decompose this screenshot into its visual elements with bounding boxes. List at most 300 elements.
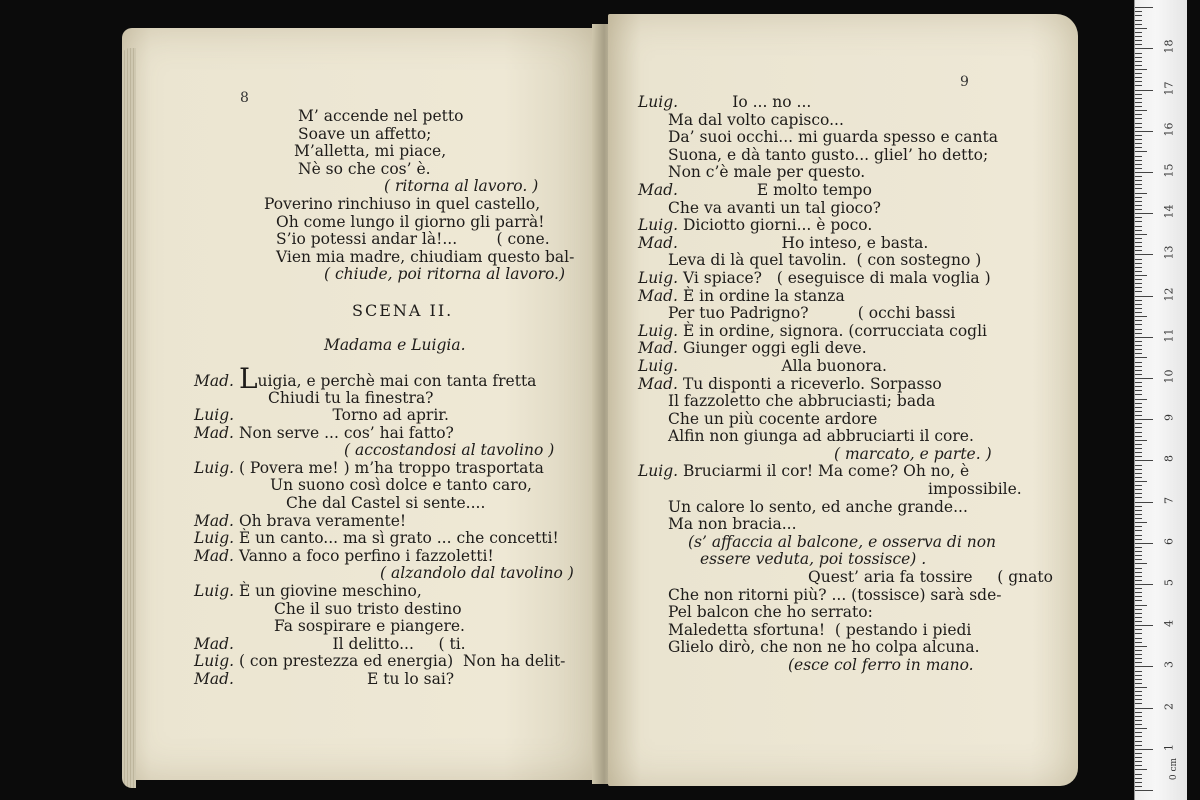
text-line — [234, 196, 594, 214]
text-line — [194, 634, 594, 654]
text-line — [638, 446, 1068, 464]
ruler-tick — [1135, 407, 1142, 408]
ruler-tick — [1135, 646, 1147, 647]
ruler-tick — [1135, 691, 1142, 692]
line-text: Oh brava veramente! — [238, 511, 407, 530]
speaker-label: Luig. — [638, 321, 679, 340]
line-text: SCENA II. — [352, 300, 454, 320]
line-text: ( chiude, poi ritorna al lavoro.) — [324, 265, 566, 284]
ruler-tick — [1135, 427, 1142, 428]
ruler-tick — [1135, 139, 1142, 140]
ruler-tick — [1135, 559, 1142, 560]
left-page — [122, 28, 600, 780]
speaker-label: Luig. — [194, 582, 235, 601]
ruler-tick — [1135, 761, 1142, 762]
ruler-tick — [1135, 312, 1142, 313]
text-line — [234, 284, 594, 302]
line-text: Poverino rinchiuso in quel castello, — [264, 194, 541, 213]
text-line — [638, 587, 1068, 605]
text-line — [234, 214, 594, 232]
text-line — [638, 129, 1068, 147]
ruler-tick — [1135, 151, 1147, 152]
line-text: Chiudi tu la finestra? — [268, 388, 434, 407]
text-line — [234, 337, 594, 355]
ruler-tick — [1135, 106, 1142, 107]
left-page-text — [194, 107, 594, 689]
ruler-tick — [1135, 452, 1142, 453]
ruler-tick — [1135, 605, 1147, 606]
text-line — [638, 463, 1068, 481]
ruler-tick — [1135, 456, 1142, 457]
ruler-tick — [1135, 48, 1153, 49]
speaker-label: Mad. — [194, 670, 234, 688]
ruler-tick — [1135, 757, 1142, 758]
ruler-tick — [1135, 275, 1147, 276]
ruler-tick — [1135, 613, 1142, 614]
line-text: Io ... no ... — [682, 93, 812, 111]
line-text: Madama e Luigia. — [324, 335, 466, 354]
text-line — [234, 601, 594, 619]
ruler-tick — [1135, 234, 1147, 235]
line-text: Vi spiace? ( eseguisce di mala voglia ) — [682, 268, 991, 287]
text-line — [638, 657, 1068, 675]
line-text: Vanno a foco perfino i fazzoletti! — [238, 546, 494, 565]
speaker-label: Mad. — [194, 423, 234, 442]
speaker-label: Luig. — [194, 458, 235, 477]
ruler-tick — [1135, 213, 1153, 214]
text-line — [638, 358, 1068, 376]
speaker-label: Mad. — [638, 374, 678, 393]
ruler-tick — [1135, 724, 1142, 725]
ruler-tick — [1135, 695, 1142, 696]
ruler-tick — [1135, 271, 1142, 272]
ruler-tick — [1135, 765, 1142, 766]
ruler-tick — [1135, 576, 1142, 577]
text-line — [194, 546, 594, 566]
ruler-tick — [1135, 283, 1142, 284]
speaker-label: Luig. — [638, 268, 679, 287]
ruler-tick — [1135, 118, 1142, 119]
text-line — [638, 94, 1068, 112]
ruler-tick — [1135, 399, 1147, 400]
ruler-tick — [1135, 617, 1142, 618]
text-line — [194, 529, 594, 548]
text-line — [194, 511, 594, 531]
ruler-tick — [1135, 469, 1142, 470]
text-line — [234, 302, 594, 320]
text-line — [234, 354, 594, 372]
line-text: Giunger oggi egli deve. — [682, 339, 867, 358]
ruler-tick — [1135, 419, 1153, 420]
ruler-tick — [1135, 675, 1142, 676]
ruler-tick — [1135, 201, 1142, 202]
ruler-tick — [1135, 73, 1142, 74]
text-line — [234, 249, 594, 267]
text-line — [194, 582, 594, 601]
ruler-label: 4 — [1162, 620, 1176, 628]
ruler-tick — [1135, 769, 1147, 770]
ruler-tick — [1135, 11, 1142, 12]
ruler-tick — [1135, 625, 1153, 626]
ruler-tick — [1135, 65, 1142, 66]
speaker-label: Luig. — [194, 529, 235, 548]
line-text: Che il suo tristo destino — [274, 599, 462, 618]
ruler-tick — [1135, 77, 1142, 78]
ruler-tick — [1135, 502, 1153, 503]
ruler-tick — [1135, 683, 1142, 684]
ruler-label: 2 — [1162, 702, 1176, 710]
ruler-tick — [1135, 382, 1142, 383]
ruler-tick — [1135, 24, 1142, 25]
text-line — [194, 652, 594, 671]
line-text: Alla buonora. — [682, 356, 887, 375]
ruler-tick — [1135, 90, 1153, 91]
text-line — [638, 164, 1068, 182]
text-line — [638, 305, 1068, 323]
ruler-tick — [1135, 778, 1142, 779]
ruler-tick — [1135, 44, 1142, 45]
ruler-tick — [1135, 551, 1142, 552]
ruler-tick — [1135, 259, 1142, 260]
ruler-tick — [1135, 221, 1142, 222]
ruler-tick — [1135, 514, 1142, 515]
ruler-tick — [1135, 94, 1142, 95]
ruler-tick — [1135, 621, 1142, 622]
ruler-tick — [1135, 633, 1142, 634]
ruler-label: 8 — [1162, 455, 1176, 463]
ruler-tick — [1135, 316, 1147, 317]
ruler-tick — [1135, 366, 1142, 367]
ruler-tick — [1135, 205, 1142, 206]
line-text: Che va avanti un tal gioco? — [668, 198, 881, 217]
line-text: Luigia, e perchè mai con tanta fretta — [238, 361, 537, 395]
measuring-ruler — [1134, 0, 1187, 800]
ruler-tick — [1135, 423, 1142, 424]
speaker-label: Mad. — [194, 371, 234, 390]
ruler-label: 10 — [1162, 369, 1176, 384]
line-text: (s’ affaccia al balcone, e osserva di non — [688, 532, 997, 551]
ruler-tick — [1135, 357, 1147, 358]
line-text: impossibile. — [928, 480, 1022, 499]
line-text: Suona, e dà tanto gusto... gliel’ ho detto; — [668, 145, 989, 164]
line-text: Fa sospirare e piangere. — [274, 617, 465, 636]
text-line — [194, 670, 594, 689]
text-line — [638, 217, 1068, 235]
speaker-label: Mad. — [638, 180, 678, 199]
ruler-tick — [1135, 753, 1142, 754]
text-line — [234, 108, 594, 126]
line-text: È in ordine la stanza — [682, 286, 845, 305]
ruler-label: 1 — [1162, 743, 1176, 751]
ruler-tick — [1135, 568, 1142, 569]
ruler-tick — [1135, 650, 1142, 651]
text-line — [638, 639, 1068, 657]
ruler-tick — [1135, 609, 1142, 610]
speaker-label: Luig. — [194, 652, 235, 671]
ruler-tick — [1135, 230, 1142, 231]
ruler-tick — [1135, 333, 1142, 334]
text-line — [234, 178, 594, 196]
line-text: Il delitto... ( ti. — [238, 634, 466, 653]
line-text: Alfin non giunga ad abbruciarti il core. — [668, 427, 974, 446]
ruler-tick — [1135, 254, 1153, 255]
text-line — [638, 604, 1068, 622]
ruler-tick — [1135, 489, 1142, 490]
ruler-tick — [1135, 658, 1142, 659]
ruler-tick — [1135, 287, 1142, 288]
text-line — [638, 428, 1068, 446]
ruler-tick — [1135, 666, 1153, 667]
line-text: Torno ad aprir. — [238, 406, 449, 425]
line-text: (esce col ferro in mano. — [788, 656, 974, 674]
speaker-label: Luig. — [638, 93, 679, 111]
ruler-tick — [1135, 535, 1142, 536]
ruler-tick — [1135, 588, 1142, 589]
ruler-tick — [1135, 749, 1153, 750]
ruler-tick — [1135, 596, 1142, 597]
page-number-right: 9 — [960, 74, 969, 90]
line-text: E tu lo sai? — [238, 670, 455, 688]
ruler-tick — [1135, 390, 1142, 391]
ruler-tick — [1135, 539, 1142, 540]
ruler-tick — [1135, 506, 1142, 507]
ruler-tick — [1135, 345, 1142, 346]
text-line — [234, 565, 594, 583]
ruler-tick — [1135, 699, 1142, 700]
ruler-tick — [1135, 7, 1153, 8]
ruler-label: 17 — [1162, 81, 1176, 96]
ruler-tick — [1135, 123, 1142, 124]
ruler-label: 12 — [1162, 287, 1176, 302]
text-line — [638, 569, 1068, 587]
ruler-tick — [1135, 584, 1153, 585]
speaker-label: Luig. — [638, 216, 679, 235]
ruler-tick — [1135, 485, 1142, 486]
ruler-tick — [1135, 341, 1142, 342]
ruler-tick — [1135, 304, 1142, 305]
ruler-tick — [1135, 353, 1142, 354]
ruler-tick — [1135, 250, 1142, 251]
text-line — [638, 340, 1068, 358]
text-line — [638, 112, 1068, 130]
text-line — [234, 161, 594, 179]
page-number-left: 8 — [240, 90, 249, 106]
text-line — [234, 143, 594, 161]
ruler-tick — [1135, 209, 1142, 210]
ruler-tick — [1135, 160, 1142, 161]
text-line — [638, 235, 1068, 253]
line-text: Glielo dirò, che non ne ho colpa alcuna. — [668, 638, 980, 657]
ruler-tick — [1135, 193, 1147, 194]
line-text: Nè so che cos’ è. — [298, 159, 431, 178]
line-text: Quest’ aria fa tossire ( gnato — [808, 568, 1053, 587]
text-line — [234, 266, 594, 284]
ruler-tick — [1135, 708, 1153, 709]
text-line — [234, 390, 594, 408]
text-line — [638, 534, 1068, 552]
ruler-tick — [1135, 267, 1142, 268]
line-text: Soave un affetto; — [298, 124, 432, 143]
speaker-label: Mad. — [638, 233, 678, 252]
line-text: Pel balcon che ho serrato: — [668, 603, 873, 622]
text-line — [638, 411, 1068, 429]
line-text: Un calore lo sento, ed anche grande... — [668, 497, 968, 516]
ruler-tick — [1135, 394, 1142, 395]
ruler-tick — [1135, 85, 1142, 86]
ruler-tick — [1135, 671, 1142, 672]
ruler-label: 9 — [1162, 414, 1176, 422]
right-page-text — [638, 94, 1068, 675]
text-line — [234, 231, 594, 249]
ruler-tick — [1135, 36, 1142, 37]
ruler-tick — [1135, 127, 1142, 128]
speaker-label: Mad. — [194, 634, 234, 653]
ruler-tick — [1135, 102, 1142, 103]
ruler-tick — [1135, 679, 1142, 680]
line-text: ( con prestezza ed energia) Non ha delit- — [238, 652, 566, 671]
ruler-tick — [1135, 547, 1142, 548]
ruler-tick — [1135, 460, 1153, 461]
ruler-tick — [1135, 712, 1142, 713]
ruler-tick — [1135, 362, 1142, 363]
ruler-label: 6 — [1162, 537, 1176, 545]
text-line — [234, 442, 594, 460]
text-line — [638, 393, 1068, 411]
text-line — [234, 477, 594, 495]
text-line — [638, 147, 1068, 165]
ruler-tick — [1135, 279, 1142, 280]
ruler-tick — [1135, 28, 1147, 29]
line-text: Che un più cocente ardore — [668, 409, 878, 428]
ruler-label: 15 — [1162, 163, 1176, 178]
ruler-tick — [1135, 572, 1142, 573]
ruler-label: 0 cm — [1169, 757, 1179, 781]
line-text: Ho inteso, e basta. — [682, 233, 929, 252]
line-text: ( accostandosi al tavolino ) — [344, 441, 555, 460]
ruler-label: 13 — [1162, 245, 1176, 260]
line-text: ( ritorna al lavoro. ) — [384, 177, 539, 196]
ruler-tick — [1135, 184, 1142, 185]
ruler-tick — [1135, 324, 1142, 325]
line-text: Vien mia madre, chiudiam questo bal- — [276, 247, 575, 266]
ruler-tick — [1135, 143, 1142, 144]
ruler-tick — [1135, 522, 1147, 523]
ruler-tick — [1135, 477, 1142, 478]
line-text: ( Povera me! ) m’ha troppo trasportata — [238, 458, 544, 477]
ruler-label: 14 — [1162, 204, 1176, 219]
ruler-tick — [1135, 465, 1142, 466]
line-text: M’ accende nel petto — [298, 107, 464, 125]
line-text: È un giovine meschino, — [238, 582, 422, 601]
ruler-tick — [1135, 493, 1142, 494]
ruler-tick — [1135, 543, 1153, 544]
text-line — [194, 423, 594, 443]
ruler-tick — [1135, 530, 1142, 531]
speaker-label: Luig. — [638, 462, 679, 481]
ruler-tick — [1135, 98, 1142, 99]
ruler-tick — [1135, 432, 1142, 433]
ruler-tick — [1135, 15, 1142, 16]
speaker-label: Mad. — [194, 511, 234, 530]
ruler-tick — [1135, 300, 1142, 301]
line-text: E molto tempo — [682, 180, 872, 199]
ruler-tick — [1135, 774, 1142, 775]
ruler-tick — [1135, 436, 1142, 437]
ruler-tick — [1135, 510, 1142, 511]
ruler-tick — [1135, 378, 1153, 379]
ruler-tick — [1135, 217, 1142, 218]
line-text: Diciotto giorni... è poco. — [682, 216, 873, 235]
line-text: Che non ritorni più? ... (tossisce) sarà sde- — [668, 585, 1002, 604]
speaker-label: Mad. — [194, 546, 234, 565]
ruler-tick — [1135, 296, 1153, 297]
text-line — [638, 252, 1068, 270]
text-line — [638, 288, 1068, 306]
text-line — [638, 481, 1068, 499]
ruler-tick — [1135, 790, 1153, 791]
line-text: Oh come lungo il giorno gli parrà! — [276, 212, 545, 231]
line-text: Non serve ... cos’ hai fatto? — [238, 423, 454, 442]
line-text: Ma non bracia... — [668, 515, 797, 534]
ruler-tick — [1135, 329, 1142, 330]
ruler-tick — [1135, 741, 1142, 742]
ruler-label: 16 — [1162, 122, 1176, 137]
text-line — [194, 458, 594, 478]
line-text: S’io potessi andar là!... ( cone. — [276, 230, 550, 249]
ruler-label: 7 — [1162, 496, 1176, 504]
ruler-tick — [1135, 662, 1142, 663]
ruler-tick — [1135, 592, 1142, 593]
ruler-tick — [1135, 720, 1142, 721]
ruler-tick — [1135, 197, 1142, 198]
ruler-label: 5 — [1162, 579, 1176, 586]
line-text: Un suono così dolce e tanto caro, — [270, 476, 532, 495]
page-edges — [122, 48, 136, 788]
ruler-tick — [1135, 638, 1142, 639]
ruler-tick — [1135, 497, 1142, 498]
ruler-tick — [1135, 526, 1142, 527]
ruler-tick — [1135, 57, 1142, 58]
ruler-tick — [1135, 40, 1142, 41]
ruler-tick — [1135, 716, 1142, 717]
text-line — [638, 499, 1068, 517]
text-line — [194, 406, 594, 425]
ruler-tick — [1135, 226, 1142, 227]
text-line — [234, 126, 594, 144]
open-book — [118, 14, 1080, 786]
speaker-label: Luig. — [194, 406, 235, 425]
ruler-tick — [1135, 110, 1147, 111]
ruler-tick — [1135, 32, 1142, 33]
ruler-tick — [1135, 308, 1142, 309]
ruler-tick — [1135, 164, 1142, 165]
ruler-tick — [1135, 81, 1142, 82]
ruler-tick — [1135, 176, 1142, 177]
speaker-label: Mad. — [638, 339, 678, 358]
ruler-tick — [1135, 61, 1142, 62]
ruler-tick — [1135, 703, 1142, 704]
ruler-tick — [1135, 555, 1142, 556]
text-line — [638, 323, 1068, 341]
ruler-tick — [1135, 403, 1142, 404]
ruler-label: 18 — [1162, 39, 1176, 54]
ruler-tick — [1135, 782, 1142, 783]
line-text: Maledetta sfortuna! ( pestando i piedi — [668, 620, 972, 639]
speaker-label: Mad. — [638, 286, 678, 305]
text-line — [638, 182, 1068, 200]
line-text: È in ordine, signora. (corrucciata cogli — [682, 321, 987, 340]
line-text: Leva di là quel tavolin. ( con sostegno ) — [668, 251, 982, 270]
